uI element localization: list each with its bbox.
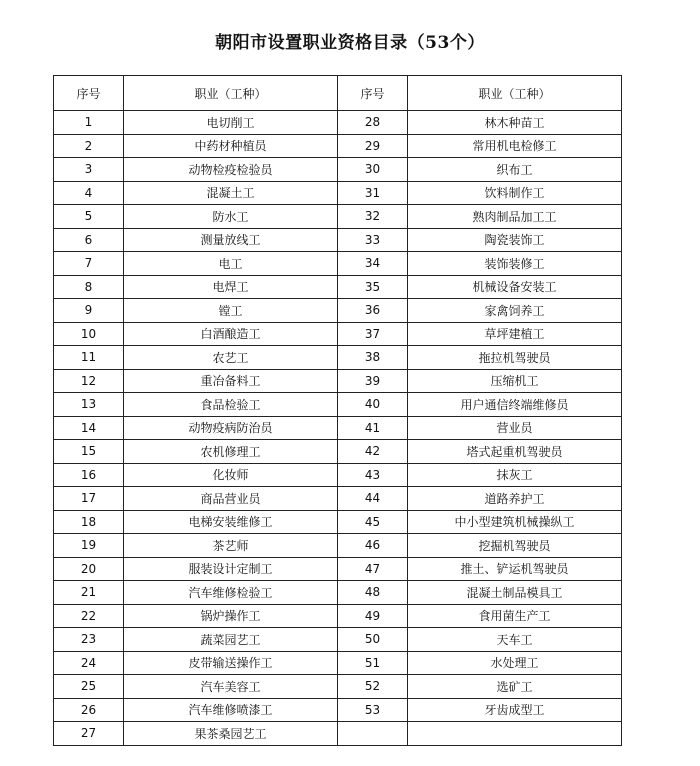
row-index-right: 32 [338, 205, 408, 229]
row-occupation-right [408, 722, 622, 746]
row-occupation-right: 家禽饲养工 [408, 299, 622, 323]
table-row [54, 698, 622, 722]
table-row [54, 181, 622, 205]
row-index-right: 50 [338, 628, 408, 652]
table-row [54, 299, 622, 323]
row-index-right: 35 [338, 275, 408, 299]
row-occupation-left: 电工 [124, 252, 338, 276]
row-occupation-right: 混凝土制品模具工 [408, 581, 622, 605]
row-index-right: 38 [338, 346, 408, 370]
row-occupation-left: 防水工 [124, 205, 338, 229]
row-index-left: 23 [54, 628, 124, 652]
row-index-left: 14 [54, 416, 124, 440]
row-index-right: 43 [338, 463, 408, 487]
table-row [54, 369, 622, 393]
row-index-left: 4 [54, 181, 124, 205]
table-row [54, 134, 622, 158]
row-occupation-left: 白酒酿造工 [124, 322, 338, 346]
header-index-right: 序号 [338, 76, 408, 111]
row-occupation-left: 重冶备料工 [124, 369, 338, 393]
table-row [54, 252, 622, 276]
row-index-left: 11 [54, 346, 124, 370]
table-row [54, 440, 622, 464]
header-occupation-right: 职业（工种） [408, 76, 622, 111]
row-index-right: 34 [338, 252, 408, 276]
row-index-left: 20 [54, 557, 124, 581]
table-row [54, 228, 622, 252]
row-occupation-left: 服装设计定制工 [124, 557, 338, 581]
row-index-left: 12 [54, 369, 124, 393]
row-index-right: 42 [338, 440, 408, 464]
table-row [54, 581, 622, 605]
row-index-left: 16 [54, 463, 124, 487]
row-index-right: 36 [338, 299, 408, 323]
row-index-left: 24 [54, 651, 124, 675]
row-occupation-left: 汽车美容工 [124, 675, 338, 699]
table-row [54, 628, 622, 652]
row-occupation-left: 农机修理工 [124, 440, 338, 464]
row-occupation-right: 林木种苗工 [408, 111, 622, 135]
row-occupation-right: 挖掘机驾驶员 [408, 534, 622, 558]
row-occupation-right: 草坪建植工 [408, 322, 622, 346]
row-occupation-right: 装饰装修工 [408, 252, 622, 276]
row-occupation-left: 汽车维修喷漆工 [124, 698, 338, 722]
row-occupation-right: 牙齿成型工 [408, 698, 622, 722]
row-index-right: 29 [338, 134, 408, 158]
row-index-right: 51 [338, 651, 408, 675]
row-occupation-right: 推土、铲运机驾驶员 [408, 557, 622, 581]
row-occupation-left: 蔬菜园艺工 [124, 628, 338, 652]
table-row [54, 275, 622, 299]
row-occupation-right: 中小型建筑机械操纵工 [408, 510, 622, 534]
row-occupation-right: 抹灰工 [408, 463, 622, 487]
table-row [54, 346, 622, 370]
table-row [54, 416, 622, 440]
page-title: 朝阳市设置职业资格目录（53个） [215, 33, 485, 53]
row-index-left: 10 [54, 322, 124, 346]
row-index-right: 53 [338, 698, 408, 722]
row-occupation-right: 选矿工 [408, 675, 622, 699]
row-occupation-right: 熟肉制品加工工 [408, 205, 622, 229]
table-row [54, 487, 622, 511]
row-occupation-left: 中药材种植员 [124, 134, 338, 158]
row-occupation-left: 测量放线工 [124, 228, 338, 252]
header-index-left: 序号 [54, 76, 124, 111]
row-occupation-left: 动物疫病防治员 [124, 416, 338, 440]
row-index-left: 27 [54, 722, 124, 746]
row-index-left: 17 [54, 487, 124, 511]
table-row [54, 604, 622, 628]
row-index-right: 49 [338, 604, 408, 628]
row-occupation-left: 果茶桑园艺工 [124, 722, 338, 746]
row-index-right: 28 [338, 111, 408, 135]
row-occupation-left: 电切削工 [124, 111, 338, 135]
row-occupation-right: 拖拉机驾驶员 [408, 346, 622, 370]
row-occupation-left: 混凝土工 [124, 181, 338, 205]
row-index-right: 33 [338, 228, 408, 252]
row-occupation-right: 陶瓷装饰工 [408, 228, 622, 252]
row-index-left: 9 [54, 299, 124, 323]
row-occupation-left: 镗工 [124, 299, 338, 323]
row-occupation-left: 汽车维修检验工 [124, 581, 338, 605]
table-row [54, 393, 622, 417]
row-index-left: 6 [54, 228, 124, 252]
table-header [54, 76, 622, 111]
row-occupation-right: 机械设备安装工 [408, 275, 622, 299]
row-index-left: 18 [54, 510, 124, 534]
row-index-left: 15 [54, 440, 124, 464]
table-row [54, 158, 622, 182]
row-occupation-right: 天车工 [408, 628, 622, 652]
row-index-right: 44 [338, 487, 408, 511]
row-occupation-left: 食品检验工 [124, 393, 338, 417]
row-occupation-right: 道路养护工 [408, 487, 622, 511]
row-index-left: 19 [54, 534, 124, 558]
table-body [54, 111, 622, 746]
row-index-right: 40 [338, 393, 408, 417]
header-occupation-left: 职业（工种） [124, 76, 338, 111]
row-occupation-left: 化妆师 [124, 463, 338, 487]
row-index-left: 25 [54, 675, 124, 699]
row-occupation-left: 皮带输送操作工 [124, 651, 338, 675]
row-occupation-right: 用户通信终端维修员 [408, 393, 622, 417]
row-occupation-left: 商品营业员 [124, 487, 338, 511]
table-row [54, 651, 622, 675]
row-index-right: 41 [338, 416, 408, 440]
table-row [54, 722, 622, 746]
row-occupation-left: 电梯安装维修工 [124, 510, 338, 534]
row-index-right [338, 722, 408, 746]
row-index-left: 7 [54, 252, 124, 276]
table-row [54, 557, 622, 581]
row-index-right: 47 [338, 557, 408, 581]
row-occupation-left: 电焊工 [124, 275, 338, 299]
row-index-right: 52 [338, 675, 408, 699]
row-index-left: 21 [54, 581, 124, 605]
row-occupation-right: 塔式起重机驾驶员 [408, 440, 622, 464]
row-occupation-left: 动物检疫检验员 [124, 158, 338, 182]
row-occupation-right: 常用机电检修工 [408, 134, 622, 158]
row-index-right: 46 [338, 534, 408, 558]
row-occupation-right: 压缩机工 [408, 369, 622, 393]
row-occupation-left: 锅炉操作工 [124, 604, 338, 628]
row-index-left: 8 [54, 275, 124, 299]
row-index-left: 22 [54, 604, 124, 628]
row-occupation-right: 食用菌生产工 [408, 604, 622, 628]
table-row [54, 463, 622, 487]
occupation-table [53, 75, 622, 746]
table-row [54, 205, 622, 229]
row-index-right: 37 [338, 322, 408, 346]
row-occupation-right: 水处理工 [408, 651, 622, 675]
table-row [54, 534, 622, 558]
row-index-left: 1 [54, 111, 124, 135]
table-row [54, 322, 622, 346]
row-occupation-right: 营业员 [408, 416, 622, 440]
row-index-right: 31 [338, 181, 408, 205]
table-row [54, 510, 622, 534]
table-row [54, 111, 622, 135]
row-occupation-left: 茶艺师 [124, 534, 338, 558]
row-index-left: 2 [54, 134, 124, 158]
row-index-right: 39 [338, 369, 408, 393]
row-index-right: 45 [338, 510, 408, 534]
row-occupation-right: 饮料制作工 [408, 181, 622, 205]
row-index-left: 5 [54, 205, 124, 229]
row-index-left: 3 [54, 158, 124, 182]
table-row [54, 675, 622, 699]
row-occupation-left: 农艺工 [124, 346, 338, 370]
row-index-right: 30 [338, 158, 408, 182]
row-index-left: 13 [54, 393, 124, 417]
row-occupation-right: 织布工 [408, 158, 622, 182]
row-index-right: 48 [338, 581, 408, 605]
row-index-left: 26 [54, 698, 124, 722]
